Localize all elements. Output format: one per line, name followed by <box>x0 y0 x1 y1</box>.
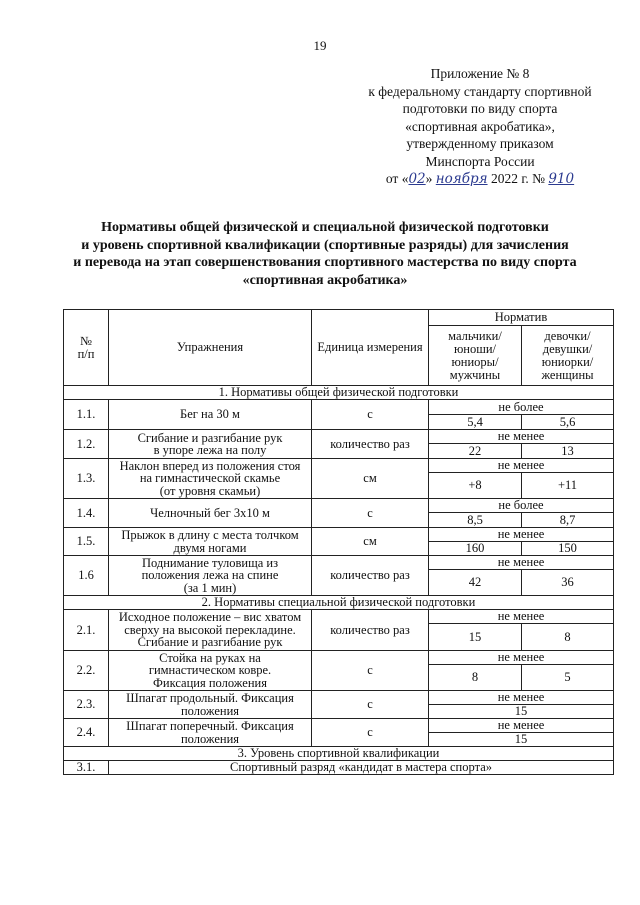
appendix-line: утвержденному приказом <box>406 136 554 151</box>
table-row <box>64 430 614 444</box>
norm-value-girls: 36 <box>522 570 614 596</box>
norm-value: 15 <box>429 733 614 747</box>
condition-cell: не менее <box>429 459 614 473</box>
appendix-line: подготовки по виду спорта <box>402 101 558 116</box>
condition-cell: не менее <box>429 610 614 624</box>
row-number: 1.5. <box>64 528 109 556</box>
norm-value-boys: 22 <box>429 444 522 459</box>
appendix-line: «спортивная акробатика», <box>405 118 555 134</box>
condition-cell: не менее <box>429 528 614 542</box>
condition-cell: не менее <box>429 651 614 665</box>
condition-cell: не менее <box>429 556 614 570</box>
order-date-line <box>345 170 615 189</box>
table-row <box>64 556 614 570</box>
exercise-name: Бег на 30 м <box>109 400 312 430</box>
table-row <box>64 610 614 624</box>
table-row <box>64 719 614 733</box>
norm-value-boys: 8,5 <box>429 513 522 528</box>
norm-value-boys: 15 <box>429 624 522 651</box>
norm-value-girls: 8,7 <box>522 513 614 528</box>
unit-cell: количество раз <box>312 610 429 651</box>
table-row <box>64 400 614 415</box>
exercise-name: Наклон вперед из положения стоя на гимнастической скамье (от уровня скамьи) <box>109 459 312 499</box>
header-boys: мальчики/ юноши/ юниоры/ мужчины <box>429 326 522 386</box>
table-row <box>64 691 614 705</box>
row-number: 1.3. <box>64 459 109 499</box>
section-row <box>64 747 614 761</box>
appendix-block <box>345 65 615 189</box>
handwritten-day: 02 <box>408 171 426 187</box>
exercise-name: Поднимание туловища из положения лежа на спине (за 1 мин) <box>109 556 312 596</box>
appendix-line: Приложение № 8 <box>430 66 530 81</box>
exercise-name: Сгибание и разгибание рук в упоре лежа на полу <box>109 430 312 459</box>
title-line: Нормативы общей физической и специальной физической подготовки <box>101 220 549 235</box>
date-year: 2022 г. № <box>490 171 545 186</box>
table-row <box>64 499 614 513</box>
page-number: 19 <box>313 38 327 53</box>
row-number: 1.6 <box>64 556 109 596</box>
unit-cell: см <box>312 528 429 556</box>
header-girls: девочки/ девушки/ юниорки/ женщины <box>522 326 614 386</box>
unit-cell: количество раз <box>312 430 429 459</box>
title-line: и уровень спортивной квалификации (спортивные разряды) для зачисления <box>81 237 569 253</box>
exercise-name: Шпагат поперечный. Фиксация положения <box>109 719 312 747</box>
norm-value-boys: 8 <box>429 665 522 691</box>
header-exercise: Упражнения <box>109 310 312 386</box>
table-row <box>64 528 614 542</box>
date-prefix: от « <box>385 171 409 186</box>
condition-cell: не менее <box>429 691 614 705</box>
exercise-name: Шпагат продольный. Фиксация положения <box>109 691 312 719</box>
unit-cell: с <box>312 651 429 691</box>
exercise-name: Челночный бег 3х10 м <box>109 499 312 528</box>
norm-value-boys: 42 <box>429 570 522 596</box>
condition-cell: не менее <box>429 430 614 444</box>
section-title: 3. Уровень спортивной квалификации <box>64 747 614 761</box>
condition-cell: не более <box>429 400 614 415</box>
unit-cell: с <box>312 499 429 528</box>
table-row <box>64 651 614 665</box>
handwritten-month: ноября <box>435 171 488 187</box>
norm-value-girls: +11 <box>522 473 614 499</box>
row-number: 2.1. <box>64 610 109 651</box>
row-number: 2.2. <box>64 651 109 691</box>
condition-cell: не менее <box>429 719 614 733</box>
unit-cell: см <box>312 459 429 499</box>
section-row <box>64 596 614 610</box>
qualification-text: Спортивный разряд «кандидат в мастера спорта» <box>109 761 614 775</box>
row-number: 1.1. <box>64 400 109 430</box>
row-number: 3.1. <box>64 761 109 775</box>
row-number: 1.2. <box>64 430 109 459</box>
section-title: 2. Нормативы специальной физической подготовки <box>64 596 614 610</box>
exercise-name: Стойка на руках на гимнастическом ковре. Фиксация положения <box>109 651 312 691</box>
handwritten-order-number: 910 <box>548 171 575 187</box>
norm-value-boys: +8 <box>429 473 522 499</box>
section-row <box>64 386 614 400</box>
row-number: 2.4. <box>64 719 109 747</box>
table-row <box>64 761 614 775</box>
norm-value-girls: 5 <box>522 665 614 691</box>
header-unit: Единица измерения <box>312 310 429 386</box>
norm-value: 15 <box>429 705 614 719</box>
header-norm: Норматив <box>429 310 614 326</box>
exercise-name: Исходное положение – вис хватом сверху на высокой перекладине. Сгибание и разгибание рук <box>109 610 312 651</box>
norm-value-girls: 13 <box>522 444 614 459</box>
date-mid: » <box>425 171 433 186</box>
row-number: 2.3. <box>64 691 109 719</box>
appendix-line: Минспорта России <box>425 153 535 169</box>
header-num: № п/п <box>64 310 109 386</box>
norm-value-girls: 150 <box>522 542 614 556</box>
row-number: 1.4. <box>64 499 109 528</box>
norms-table <box>63 309 614 775</box>
norm-value-boys: 5,4 <box>429 415 522 430</box>
title-line: «спортивная акробатика» <box>242 272 408 288</box>
condition-cell: не более <box>429 499 614 513</box>
norm-value-boys: 160 <box>429 542 522 556</box>
unit-cell: с <box>312 400 429 430</box>
header-row <box>64 310 614 326</box>
unit-cell: количество раз <box>312 556 429 596</box>
table-row <box>64 459 614 473</box>
title-line: и перевода на этап совершенствования спортивного мастерства по виду спорта <box>73 255 577 270</box>
norm-value-girls: 5,6 <box>522 415 614 430</box>
unit-cell: с <box>312 691 429 719</box>
section-title: 1. Нормативы общей физической подготовки <box>64 386 614 400</box>
norm-value-girls: 8 <box>522 624 614 651</box>
unit-cell: с <box>312 719 429 747</box>
exercise-name: Прыжок в длину с места толчком двумя ногами <box>109 528 312 556</box>
appendix-line: к федеральному стандарту спортивной <box>368 83 592 99</box>
document-title <box>40 219 610 289</box>
